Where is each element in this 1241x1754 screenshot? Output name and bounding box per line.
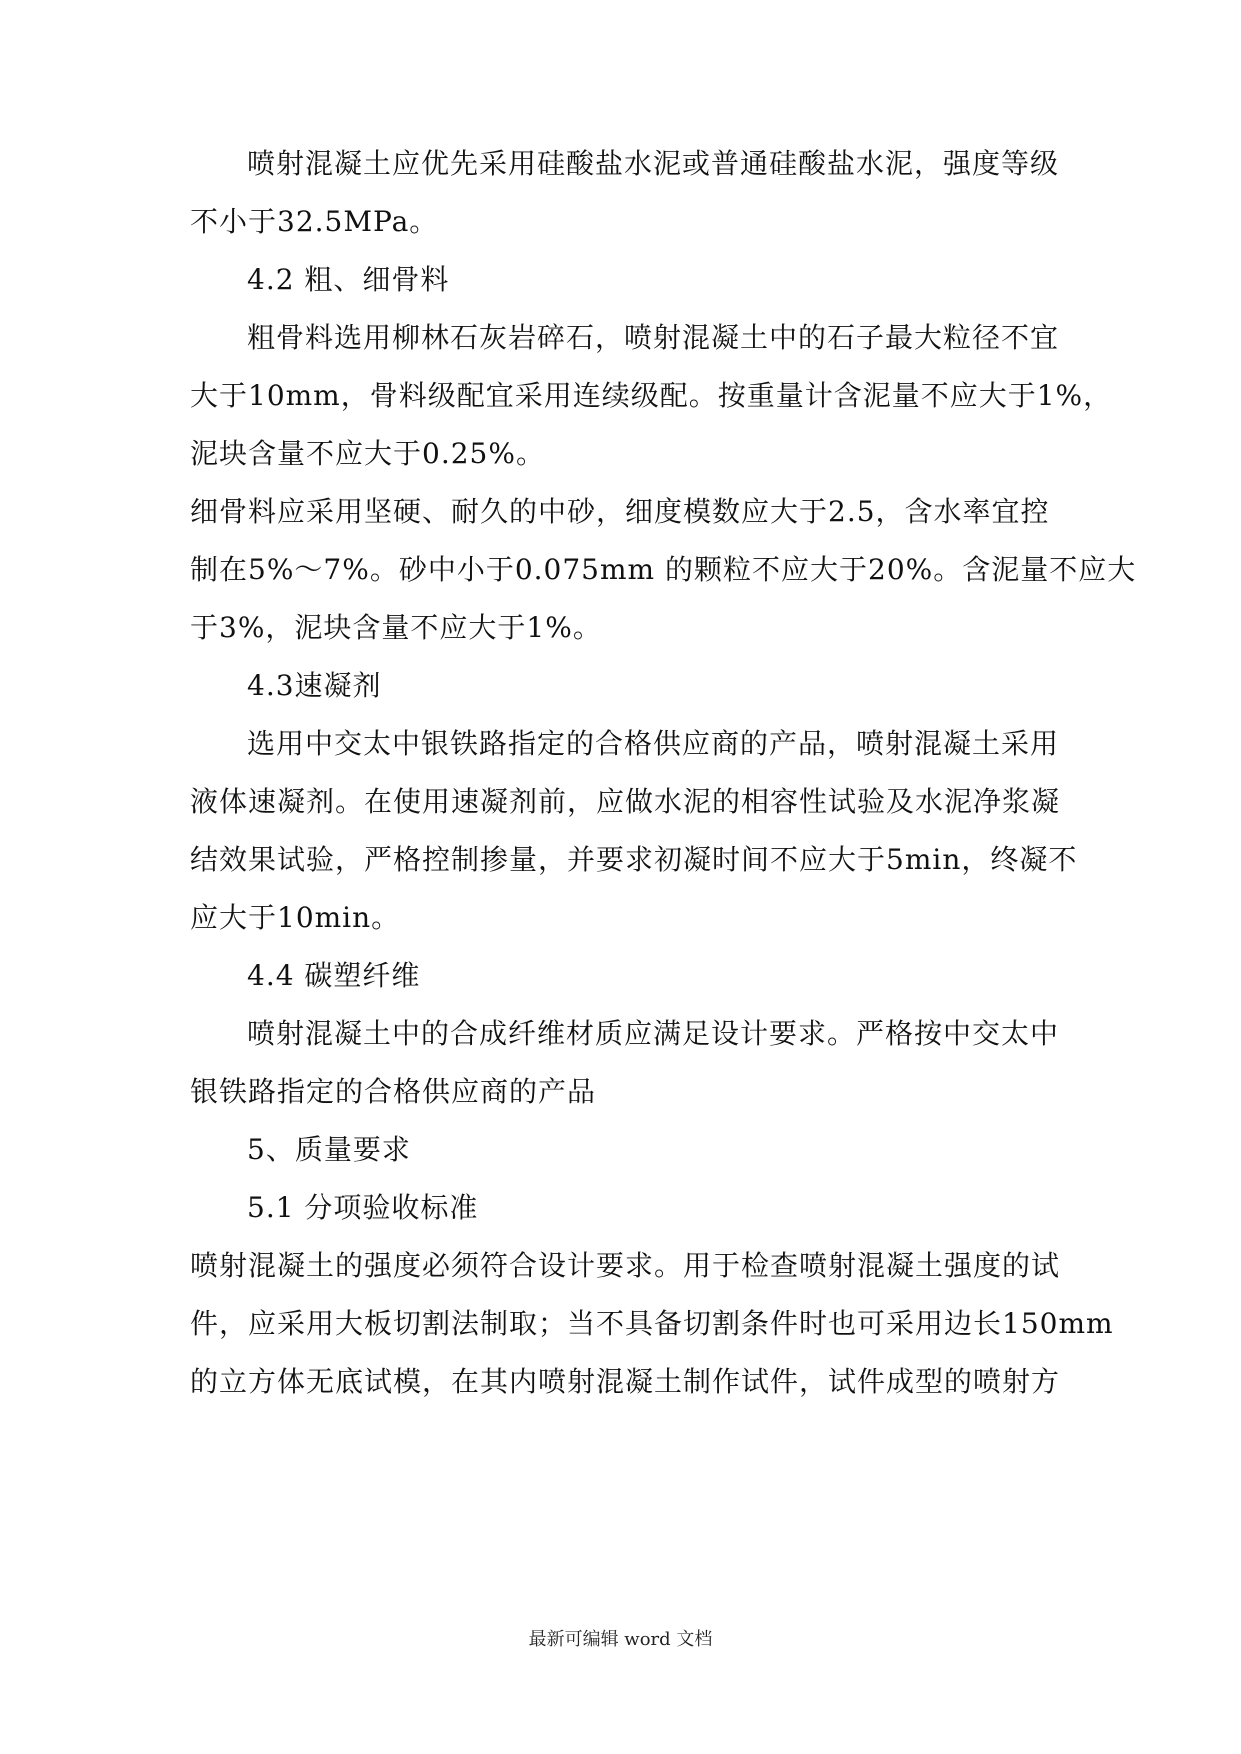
section-heading: 5、质量要求 — [247, 1133, 411, 1166]
paragraph-line: 结效果试验，严格控制掺量，并要求初凝时间不应大于5min，终凝不 — [190, 843, 1078, 876]
paragraph-line: 大于10mm，骨料级配宜采用连续级配。按重量计含泥量不应大于1%， — [190, 379, 1113, 412]
section-heading: 4.2 粗、细骨料 — [247, 263, 450, 296]
paragraph-line: 液体速凝剂。在使用速凝剂前，应做水泥的相容性试验及水泥净浆凝 — [190, 785, 1061, 818]
paragraph-line: 的立方体无底试模，在其内喷射混凝土制作试件，试件成型的喷射方 — [190, 1365, 1061, 1398]
paragraph-line: 细骨料应采用坚硬、耐久的中砂，细度模数应大于2.5，含水率宜控 — [190, 495, 1050, 528]
paragraph-line: 喷射混凝土中的合成纤维材质应满足设计要求。严格按中交太中 — [247, 1017, 1060, 1050]
section-heading: 4.3速凝剂 — [247, 669, 382, 702]
paragraph-line: 喷射混凝土的强度必须符合设计要求。用于检查喷射混凝土强度的试 — [190, 1249, 1061, 1282]
paragraph-line: 喷射混凝土应优先采用硅酸盐水泥或普通硅酸盐水泥，强度等级 — [247, 147, 1060, 180]
paragraph-line: 银铁路指定的合格供应商的产品 — [190, 1075, 597, 1108]
page-footer: 最新可编辑 word 文档 — [528, 1629, 713, 1650]
paragraph-line: 粗骨料选用柳林石灰岩碎石，喷射混凝土中的石子最大粒径不宜 — [247, 321, 1060, 354]
paragraph-line: 于3%，泥块含量不应大于1%。 — [190, 611, 602, 644]
section-heading: 5.1 分项验收标准 — [247, 1191, 479, 1224]
paragraph-line: 应大于10min。 — [190, 901, 401, 934]
paragraph-line: 泥块含量不应大于0.25%。 — [190, 437, 545, 470]
paragraph-line: 不小于32.5MPa。 — [190, 205, 439, 238]
paragraph-line: 制在5%～7%。砂中小于0.075mm 的颗粒不应大于20%。含泥量不应大 — [190, 553, 1137, 586]
section-heading: 4.4 碳塑纤维 — [247, 959, 421, 992]
paragraph-line: 件，应采用大板切割法制取；当不具备切割条件时也可采用边长150mm — [190, 1307, 1114, 1340]
paragraph-line: 选用中交太中银铁路指定的合格供应商的产品，喷射混凝土采用 — [247, 727, 1060, 760]
